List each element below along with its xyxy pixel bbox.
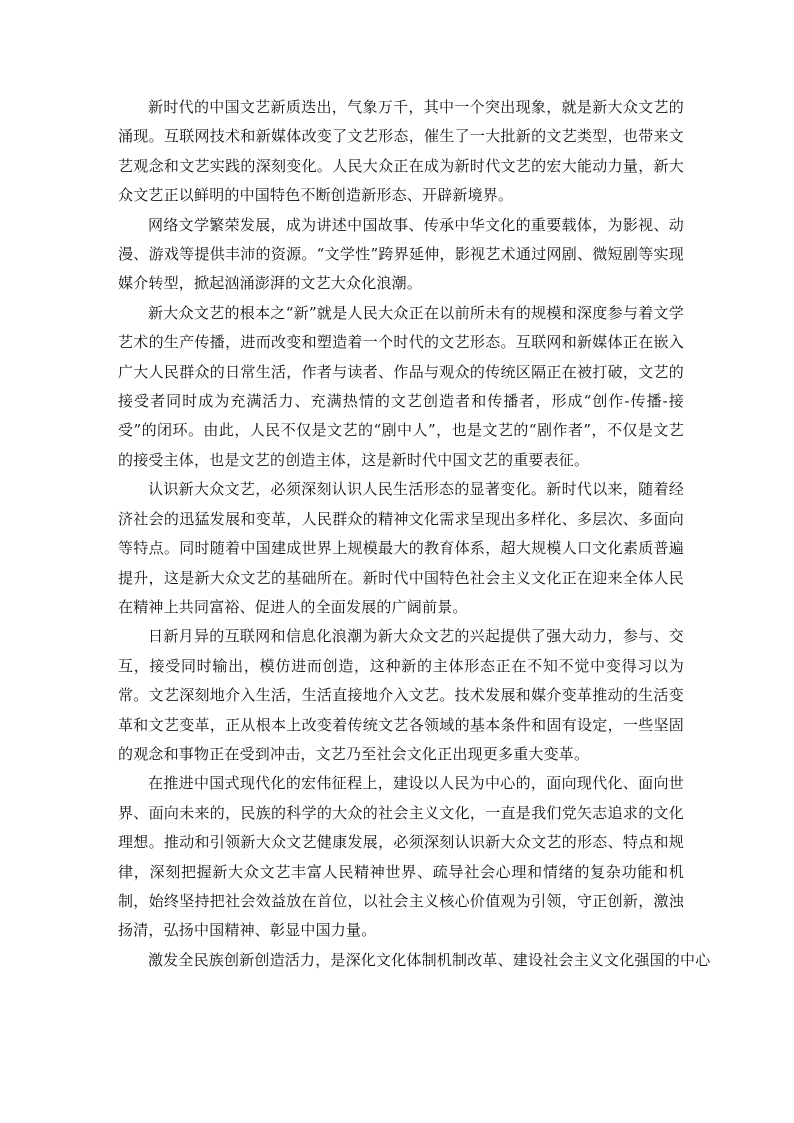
article-body (118, 93, 711, 975)
paragraph-2: 网络文学繁荣发展，成为讲述中国故事、传承中华文化的重要载体，为影视、动漫、游戏等提供丰沛的资源。“文学性”跨界延伸，影视艺术通过网剧、微短剧等实现媒介转型，掀起汹涌澎湃的文艺大众化浪潮。 (118, 215, 684, 293)
paragraph-5: 日新月异的互联网和信息化浪潮为新大众文艺的兴起提供了强大动力，参与、交互，接受同时输出，模仿进而创造，这种新的主体形态正在不知不觉中变得习以为常。文艺深刻地介入生活，生活直接地介入文艺。技术发展和媒介变革推动的生活变革和文艺变革，正从根本上改变着传统文艺各领域的基本条件和固有设定，一些坚固的观念和事物正在受到冲击，文艺乃至社会文化正出现更多重大变革。 (118, 627, 684, 763)
paragraph-3: 新大众文艺的根本之“新”就是人民大众正在以前所未有的规模和深度参与着文学艺术的生产传播，进而改变和塑造着一个时代的文艺形态。互联网和新媒体正在嵌入广大人民群众的日常生活，作者与读者、作品与观众的传统区隔正在被打破，文艺的接受者同时成为充满活力、充满热情的文艺创造者和传播者，形成“创作-传播-接受”的闭环。由此，人民不仅是文艺的“剧中人”，也是文艺的“剧作者”，不仅是文艺的接受主体，也是文艺的创造主体，这是新时代中国文艺的重要表征。 (118, 303, 684, 469)
paragraph-7: 激发全民族创新创造活力，是深化文化体制机制改革、建设社会主义文化强国的中心 (148, 950, 711, 969)
paragraph-6: 在推进中国式现代化的宏伟征程上，建设以人民为中心的，面向现代化、面向世界、面向未来的，民族的科学的大众的社会主义文化，一直是我们党矢志追求的文化理想。推动和引领新大众文艺健康发展，必须深刻认识新大众文艺的形态、特点和规律，深刻把握新大众文艺丰富人民精神世界、疏导社会心理和情绪的复杂功能和机制，始终坚持把社会效益放在首位，以社会主义核心价值观为引领，守正创新，激浊扬清，弘扬中国精神、彰显中国力量。 (118, 774, 684, 940)
paragraph-4: 认识新大众文艺，必须深刻认识人民生活形态的显著变化。新时代以来，随着经济社会的迅猛发展和变革，人民群众的精神文化需求呈现出多样化、多层次、多面向等特点。同时随着中国建成世界上规模最大的教育体系，超大规模人口文化素质普遍提升，这是新大众文艺的基础所在。新时代中国特色社会主义文化正在迎来全体人民在精神上共同富裕、促进人的全面发展的广阔前景。 (118, 480, 684, 616)
paragraph-1: 新时代的中国文艺新质迭出，气象万千，其中一个突出现象，就是新大众文艺的涌现。互联网技术和新媒体改变了文艺形态，催生了一大批新的文艺类型，也带来文艺观念和文艺实践的深刻变化。人民大众正在成为新时代文艺的宏大能动力量，新大众文艺正以鲜明的中国特色不断创造新形态、开辟新境界。 (118, 98, 684, 205)
